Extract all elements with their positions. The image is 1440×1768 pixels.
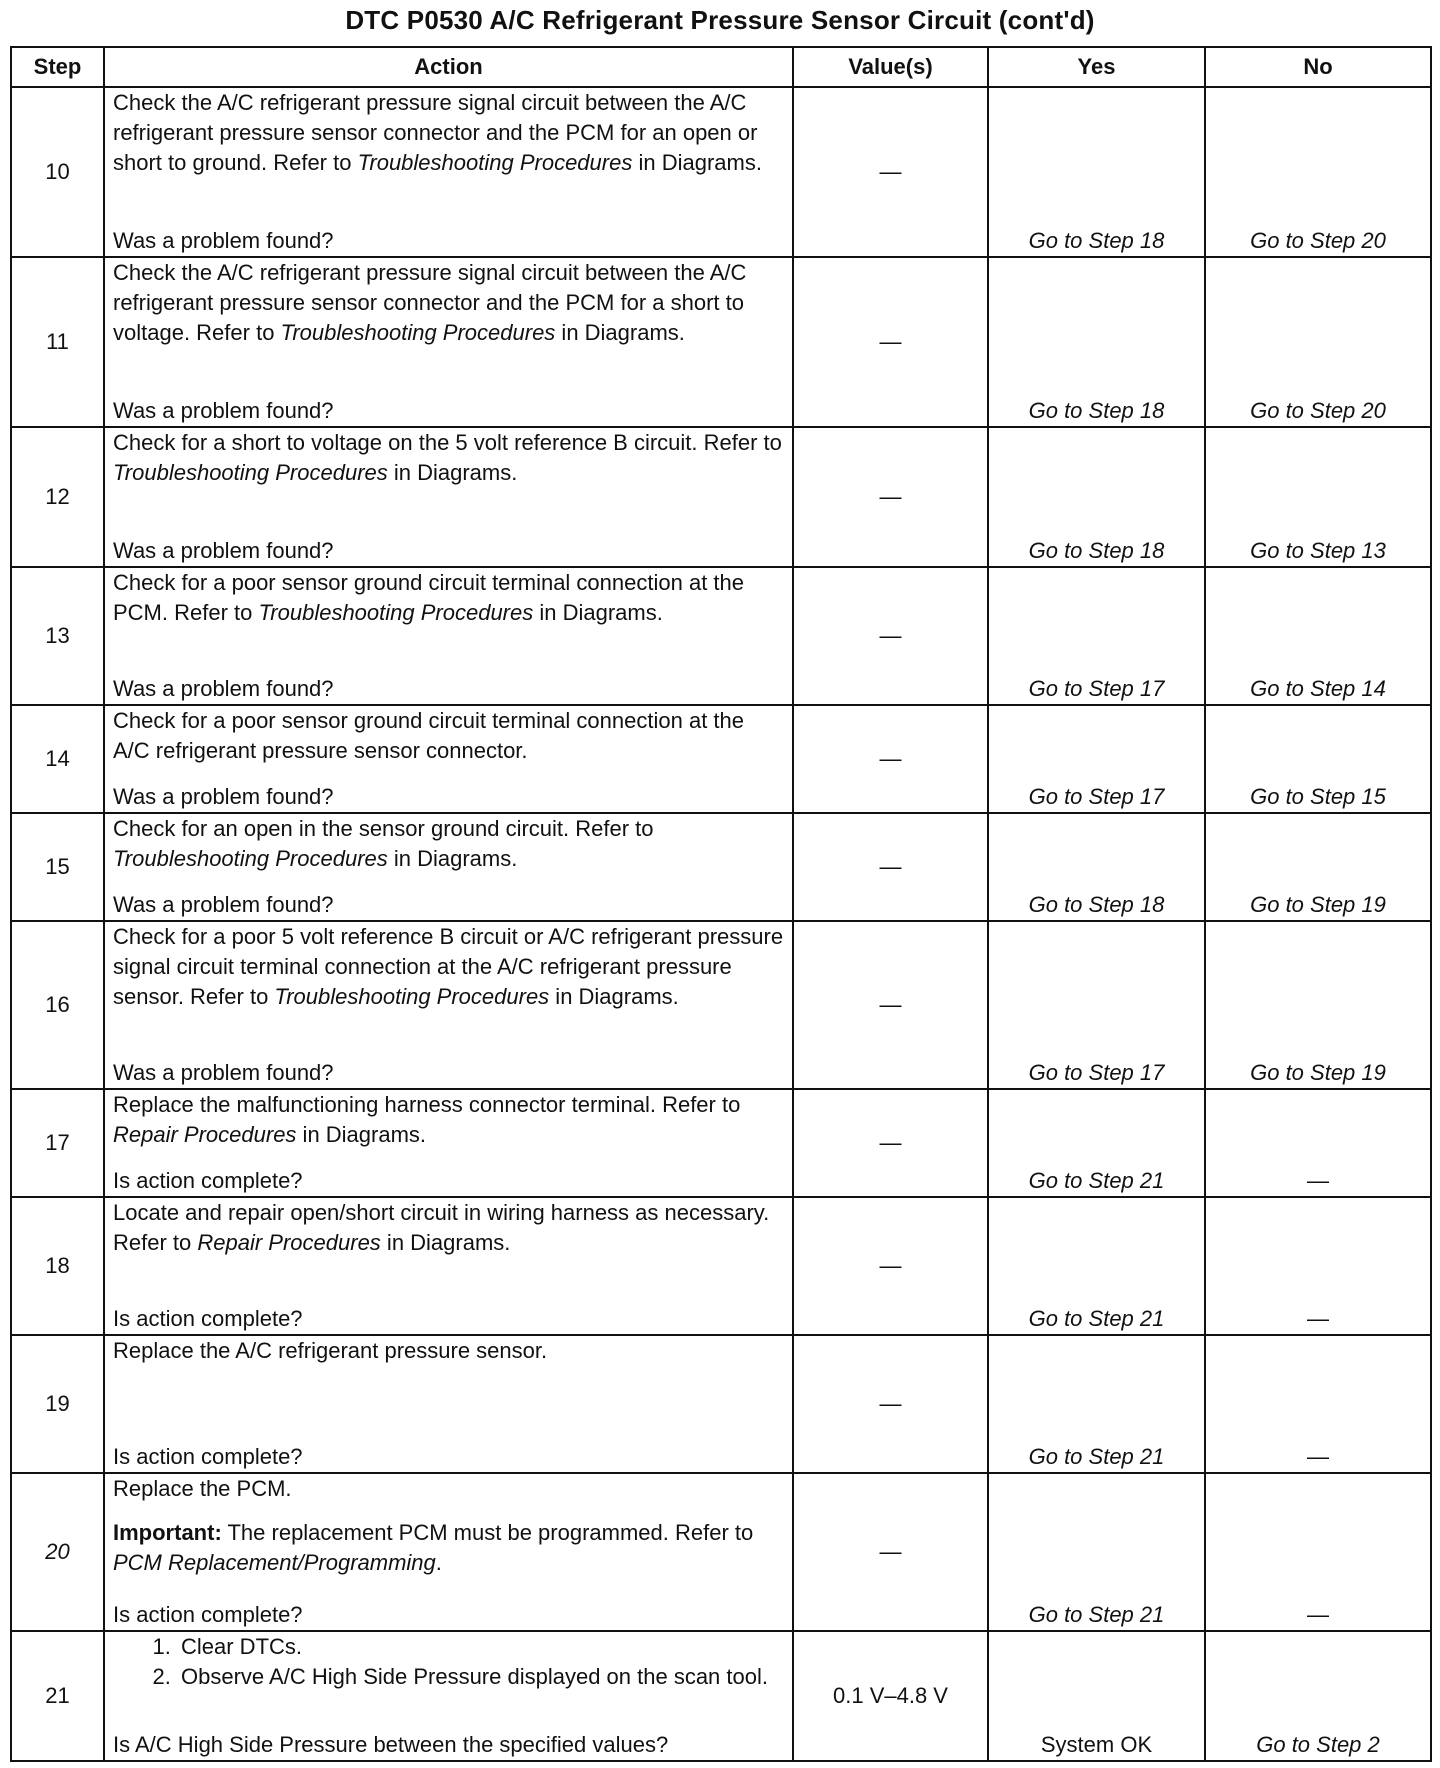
step-number: 15 <box>11 813 104 921</box>
action-question: Was a problem found? <box>113 784 334 809</box>
action-text: Check for a poor sensor ground circuit terminal connection at the PCM. Refer to Troubleshooting Procedures in Diagrams. <box>113 570 744 625</box>
action-text: Replace the malfunctioning harness connector terminal. Refer to Repair Procedures in Diagrams. <box>113 1092 741 1147</box>
no-cell: — <box>1205 1335 1431 1473</box>
step-number: 18 <box>11 1197 104 1335</box>
dtc-table <box>10 46 1432 1762</box>
no-cell: Go to Step 19 <box>1205 813 1431 921</box>
table-row <box>11 921 1431 1089</box>
step-number: 14 <box>11 705 104 813</box>
no-cell: — <box>1205 1089 1431 1197</box>
value-cell: — <box>793 567 988 705</box>
step-number: 17 <box>11 1089 104 1197</box>
step-number: 12 <box>11 427 104 567</box>
action-text: Check for a poor sensor ground circuit terminal connection at the A/C refrigerant pressure sensor connector. <box>113 708 744 763</box>
no-cell: Go to Step 14 <box>1205 567 1431 705</box>
action-cell <box>104 1197 793 1335</box>
no-cell: — <box>1205 1197 1431 1335</box>
yes-cell: Go to Step 17 <box>988 705 1205 813</box>
header-values: Value(s) <box>793 47 988 87</box>
value-cell: — <box>793 1335 988 1473</box>
action-question: Was a problem found? <box>113 538 334 563</box>
action-cell <box>104 813 793 921</box>
table-row <box>11 1631 1431 1761</box>
action-text: Check for a poor 5 volt reference B circuit or A/C refrigerant pressure signal circuit terminal connection at the A/C refrigerant pressure sensor. Refer to Troubleshooting Procedures in Diagrams. <box>113 924 784 1009</box>
value-cell: — <box>793 1473 988 1631</box>
yes-cell: Go to Step 21 <box>988 1197 1205 1335</box>
action-question: Is action complete? <box>113 1306 303 1331</box>
header-no: No <box>1205 47 1431 87</box>
action-question: Was a problem found? <box>113 398 334 423</box>
action-cell <box>104 1473 793 1631</box>
value-cell: — <box>793 705 988 813</box>
table-row <box>11 1197 1431 1335</box>
yes-cell: Go to Step 18 <box>988 427 1205 567</box>
action-question: Is action complete? <box>113 1602 303 1627</box>
table-row <box>11 257 1431 427</box>
value-cell: — <box>793 1197 988 1335</box>
list-item: 1. Clear DTCs. <box>177 1632 784 1662</box>
table-row <box>11 1089 1431 1197</box>
action-cell <box>104 1631 793 1761</box>
no-cell: Go to Step 2 <box>1205 1631 1431 1761</box>
action-question: Was a problem found? <box>113 676 334 701</box>
no-cell: Go to Step 20 <box>1205 257 1431 427</box>
no-cell: — <box>1205 1473 1431 1631</box>
action-question: Is action complete? <box>113 1168 303 1193</box>
yes-cell: System OK <box>988 1631 1205 1761</box>
action-text: Check for an open in the sensor ground circuit. Refer to Troubleshooting Procedures in Diagrams. <box>113 816 654 871</box>
no-cell: Go to Step 19 <box>1205 921 1431 1089</box>
action-text <box>113 1474 784 1578</box>
action-cell <box>104 1335 793 1473</box>
yes-cell: Go to Step 21 <box>988 1473 1205 1631</box>
table-row <box>11 87 1431 257</box>
step-number: 11 <box>11 257 104 427</box>
step-number: 20 <box>11 1473 104 1631</box>
action-text: Replace the A/C refrigerant pressure sensor. <box>113 1338 548 1363</box>
yes-cell: Go to Step 17 <box>988 921 1205 1089</box>
yes-cell: Go to Step 18 <box>988 813 1205 921</box>
action-question: Was a problem found? <box>113 892 334 917</box>
action-cell <box>104 257 793 427</box>
step-number: 19 <box>11 1335 104 1473</box>
action-cell <box>104 705 793 813</box>
action-line: Replace the PCM. <box>113 1476 292 1501</box>
action-text: Check the A/C refrigerant pressure signal circuit between the A/C refrigerant pressure sensor connector and the PCM for a short to voltage. Refer to Troubleshooting Procedures in Diagrams. <box>113 260 747 345</box>
table-row <box>11 427 1431 567</box>
value-cell: — <box>793 813 988 921</box>
value-cell: 0.1 V–4.8 V <box>793 1631 988 1761</box>
yes-cell: Go to Step 17 <box>988 567 1205 705</box>
value-cell: — <box>793 87 988 257</box>
no-cell: Go to Step 13 <box>1205 427 1431 567</box>
action-cell <box>104 921 793 1089</box>
action-cell <box>104 1089 793 1197</box>
value-cell: — <box>793 427 988 567</box>
yes-cell: Go to Step 21 <box>988 1089 1205 1197</box>
yes-cell: Go to Step 18 <box>988 257 1205 427</box>
step-number: 16 <box>11 921 104 1089</box>
header-step: Step <box>11 47 104 87</box>
action-cell <box>104 427 793 567</box>
table-row <box>11 813 1431 921</box>
action-question: Was a problem found? <box>113 228 334 253</box>
value-cell: — <box>793 257 988 427</box>
action-question: Is action complete? <box>113 1444 303 1469</box>
no-cell: Go to Step 20 <box>1205 87 1431 257</box>
action-text: Check the A/C refrigerant pressure signal circuit between the A/C refrigerant pressure sensor connector and the PCM for an open or short to ground. Refer to Troubleshooting Procedures in Diagrams. <box>113 90 762 175</box>
page-title: DTC P0530 A/C Refrigerant Pressure Sensor Circuit (cont'd) <box>345 5 1095 35</box>
action-cell <box>104 87 793 257</box>
value-cell: — <box>793 921 988 1089</box>
action-question: Was a problem found? <box>113 1060 334 1085</box>
yes-cell: Go to Step 18 <box>988 87 1205 257</box>
header-action: Action <box>104 47 793 87</box>
value-cell: — <box>793 1089 988 1197</box>
action-text: Check for a short to voltage on the 5 volt reference B circuit. Refer to Troubleshooting Procedures in Diagrams. <box>113 430 782 485</box>
action-text: Locate and repair open/short circuit in wiring harness as necessary. Refer to Repair Procedures in Diagrams. <box>113 1200 770 1255</box>
step-number: 10 <box>11 87 104 257</box>
no-cell: Go to Step 15 <box>1205 705 1431 813</box>
header-yes: Yes <box>988 47 1205 87</box>
table-row <box>11 1335 1431 1473</box>
yes-cell: Go to Step 21 <box>988 1335 1205 1473</box>
table-row <box>11 567 1431 705</box>
list-item: 2. Observe A/C High Side Pressure displayed on the scan tool. <box>177 1662 784 1692</box>
important-note: Important: The replacement PCM must be programmed. Refer to PCM Replacement/Programming. <box>113 1520 754 1575</box>
step-number: 21 <box>11 1631 104 1761</box>
step-number: 13 <box>11 567 104 705</box>
table-header-row <box>11 47 1431 87</box>
table-row <box>11 705 1431 813</box>
action-list <box>113 1632 784 1692</box>
table-row <box>11 1473 1431 1631</box>
action-cell <box>104 567 793 705</box>
action-question: Is A/C High Side Pressure between the specified values? <box>113 1732 669 1757</box>
